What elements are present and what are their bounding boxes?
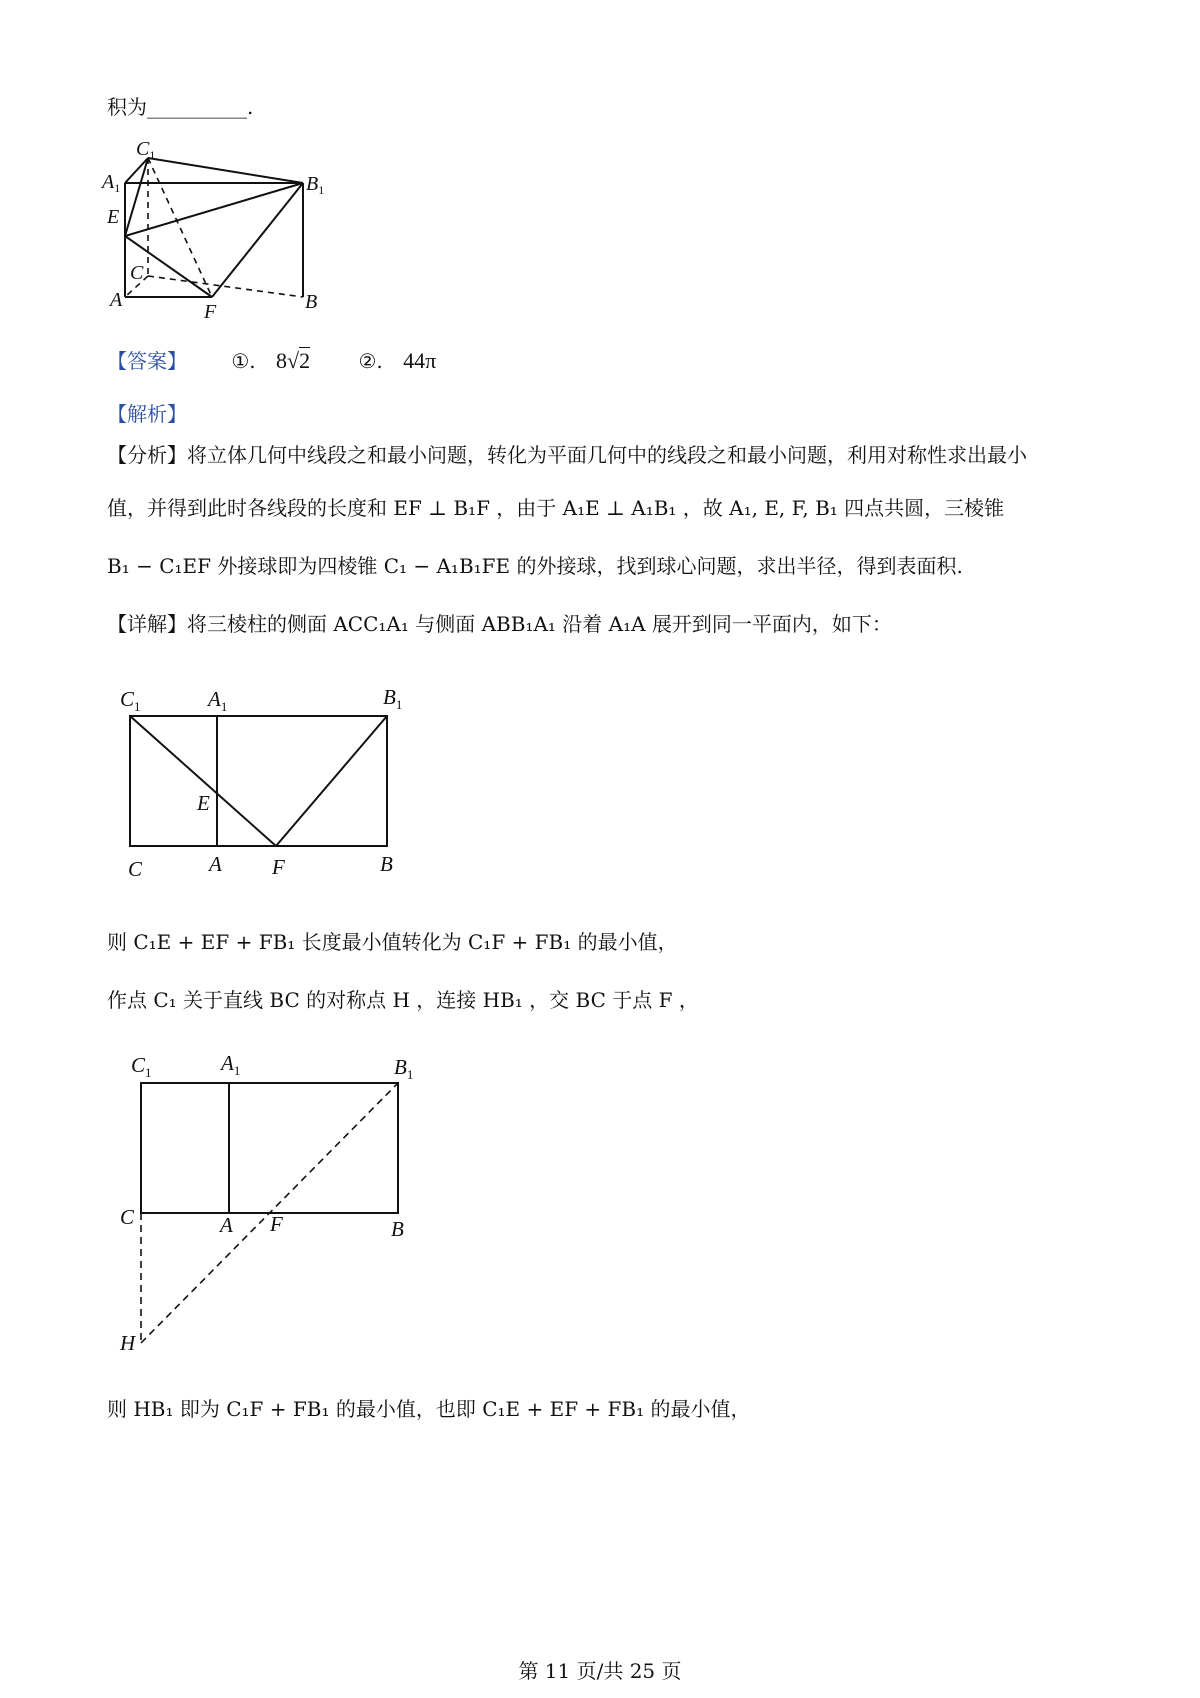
answer-item2-marker: ②. bbox=[358, 349, 383, 373]
answer-line bbox=[107, 347, 436, 375]
para-1: 则 C₁E + EF + FB₁ 长度最小值转化为 C₁F + FB₁ 的最小值， bbox=[107, 930, 678, 954]
question-tail bbox=[107, 93, 253, 121]
label-C: C bbox=[120, 1205, 135, 1229]
label-A1: $A_1$ bbox=[102, 171, 121, 195]
answer-item1-value: 8√2 bbox=[276, 348, 311, 373]
label-B1: $B_1$ bbox=[394, 1055, 414, 1082]
label-A1: $A_1$ bbox=[221, 1051, 241, 1078]
fenxi-line-3: B₁ − C₁EF 外接球即为四棱锥 C₁ − A₁B₁FE 的外接球，找到球心问题，求出半径，得到表面积. bbox=[107, 554, 963, 578]
label-A1: $A_1$ bbox=[208, 687, 228, 714]
answer-tag: 【答案】 bbox=[107, 349, 187, 373]
label-B: B bbox=[305, 291, 318, 313]
label-F: F bbox=[272, 855, 285, 879]
fenxi-line-1 bbox=[107, 441, 1027, 469]
fenxi-tag: 【分析】 bbox=[107, 443, 187, 467]
label-C1: $C_1$ bbox=[131, 1053, 152, 1080]
label-B1: $B_1$ bbox=[383, 685, 403, 712]
label-F: F bbox=[270, 1212, 283, 1236]
label-C1: $C_1$ bbox=[120, 687, 141, 714]
label-B1: $B_1$ bbox=[306, 173, 325, 197]
prism-figure bbox=[100, 135, 340, 325]
label-B: B bbox=[391, 1217, 404, 1241]
label-E: E bbox=[107, 206, 120, 228]
analysis-tag: 【解析】 bbox=[107, 402, 187, 426]
unfolded-figure bbox=[115, 685, 415, 885]
label-C: C bbox=[130, 262, 144, 284]
xiangjie-tag: 【详解】 bbox=[107, 612, 187, 636]
question-tail-prefix: 积为 bbox=[107, 95, 147, 119]
label-A: A bbox=[220, 1213, 233, 1237]
para-3: 则 HB₁ 即为 C₁F + FB₁ 的最小值，也即 C₁E + EF + FB₁ 的最小值， bbox=[107, 1397, 751, 1421]
xiangjie-text: 将三棱柱的侧面 ACC₁A₁ 与侧面 ABB₁A₁ 沿着 A₁A 展开到同一平面内，如下： bbox=[187, 612, 892, 636]
xiangjie-line bbox=[107, 610, 892, 638]
fenxi-text-1: 将立体几何中线段之和最小问题，转化为平面几何中的线段之和最小问题，利用对称性求出最小 bbox=[187, 443, 1027, 467]
answer-item1-marker: ①. bbox=[231, 349, 256, 373]
label-H: H bbox=[120, 1331, 136, 1355]
para-2: 作点 C₁ 关于直线 BC 的对称点 H ，连接 HB₁ ，交 BC 于点 F ， bbox=[107, 988, 699, 1012]
label-A: A bbox=[209, 852, 222, 876]
answer-item2-value: 44π bbox=[403, 348, 437, 373]
reflection-figure bbox=[115, 1050, 415, 1360]
fenxi-line-2: 值，并得到此时各线段的长度和 EF ⊥ B₁F ，由于 A₁E ⊥ A₁B₁ ，故 A₁, E, F, B₁ 四点共圆，三棱锥 bbox=[107, 496, 1005, 520]
label-C1: $C_1$ bbox=[136, 138, 156, 162]
answer-blank: __________ bbox=[147, 95, 247, 119]
label-B: B bbox=[380, 852, 393, 876]
question-tail-suffix: . bbox=[247, 95, 254, 119]
label-E: E bbox=[197, 791, 210, 815]
label-F: F bbox=[204, 301, 217, 323]
page-number: 第 11 页/共 25 页 bbox=[518, 1659, 682, 1683]
label-A: A bbox=[110, 289, 123, 311]
label-C: C bbox=[128, 857, 143, 881]
